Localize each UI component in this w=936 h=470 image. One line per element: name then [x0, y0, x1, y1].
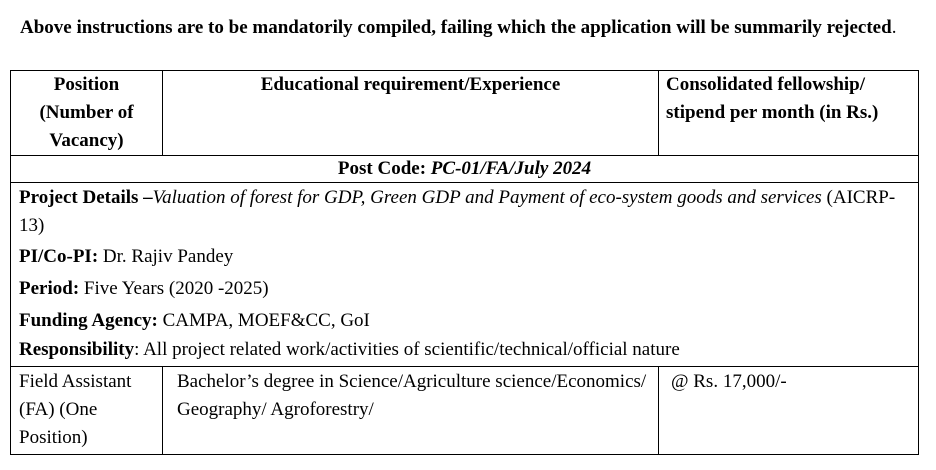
project-details-row: [11, 183, 919, 367]
period-value: Five Years (2020 -2025): [79, 278, 269, 299]
period-line: [19, 274, 910, 304]
header-education: Educational requirement/Experience: [163, 71, 659, 156]
period-label: Period:: [19, 278, 80, 299]
funding-value: CAMPA, MOEF&CC, GoI: [157, 310, 370, 331]
responsibility-value: : All project related work/activities of scientific/technical/official nature: [134, 339, 680, 360]
post-code-label: Post Code:: [337, 158, 431, 179]
header-fellowship: Consolidated fellowship/ stipend per month (in Rs.): [659, 71, 919, 156]
header-position: Position (Number of Vacancy): [11, 71, 163, 156]
project-details-label: Project Details –: [19, 187, 153, 208]
table-row: [11, 367, 919, 455]
responsibility-label: Responsibility: [19, 339, 135, 360]
row-position: Field Assistant (FA) (One Position): [11, 367, 163, 455]
project-details-line: [19, 184, 910, 240]
project-details-cell: [11, 183, 919, 367]
table-header-row: [11, 71, 919, 156]
project-code: (AICRP-13): [19, 187, 896, 236]
row-education: Bachelor’s degree in Science/Agriculture science/Economics/ Geography/ Agroforestry/: [163, 367, 659, 455]
project-title: Valuation of forest for GDP, Green GDP and Payment of eco-system goods and services: [152, 187, 822, 208]
post-code-value: PC-01/FA/July 2024: [430, 158, 592, 179]
pi-line: [19, 242, 910, 272]
post-code-row: [11, 156, 919, 183]
responsibility-line: [19, 336, 910, 364]
funding-line: [19, 306, 910, 336]
funding-label: Funding Agency:: [19, 310, 158, 331]
notice-end: .: [891, 17, 897, 38]
pi-value: Dr. Rajiv Pandey: [98, 246, 234, 267]
pi-label: PI/Co-PI:: [19, 246, 99, 267]
instructions-notice: [20, 14, 920, 42]
post-code-cell: [11, 156, 919, 183]
row-fellowship: @ Rs. 17,000/-: [659, 367, 919, 455]
vacancy-table: [10, 70, 919, 455]
notice-text: Above instructions are to be mandatorily compiled, failing which the application will be summarily rejected: [20, 17, 892, 38]
